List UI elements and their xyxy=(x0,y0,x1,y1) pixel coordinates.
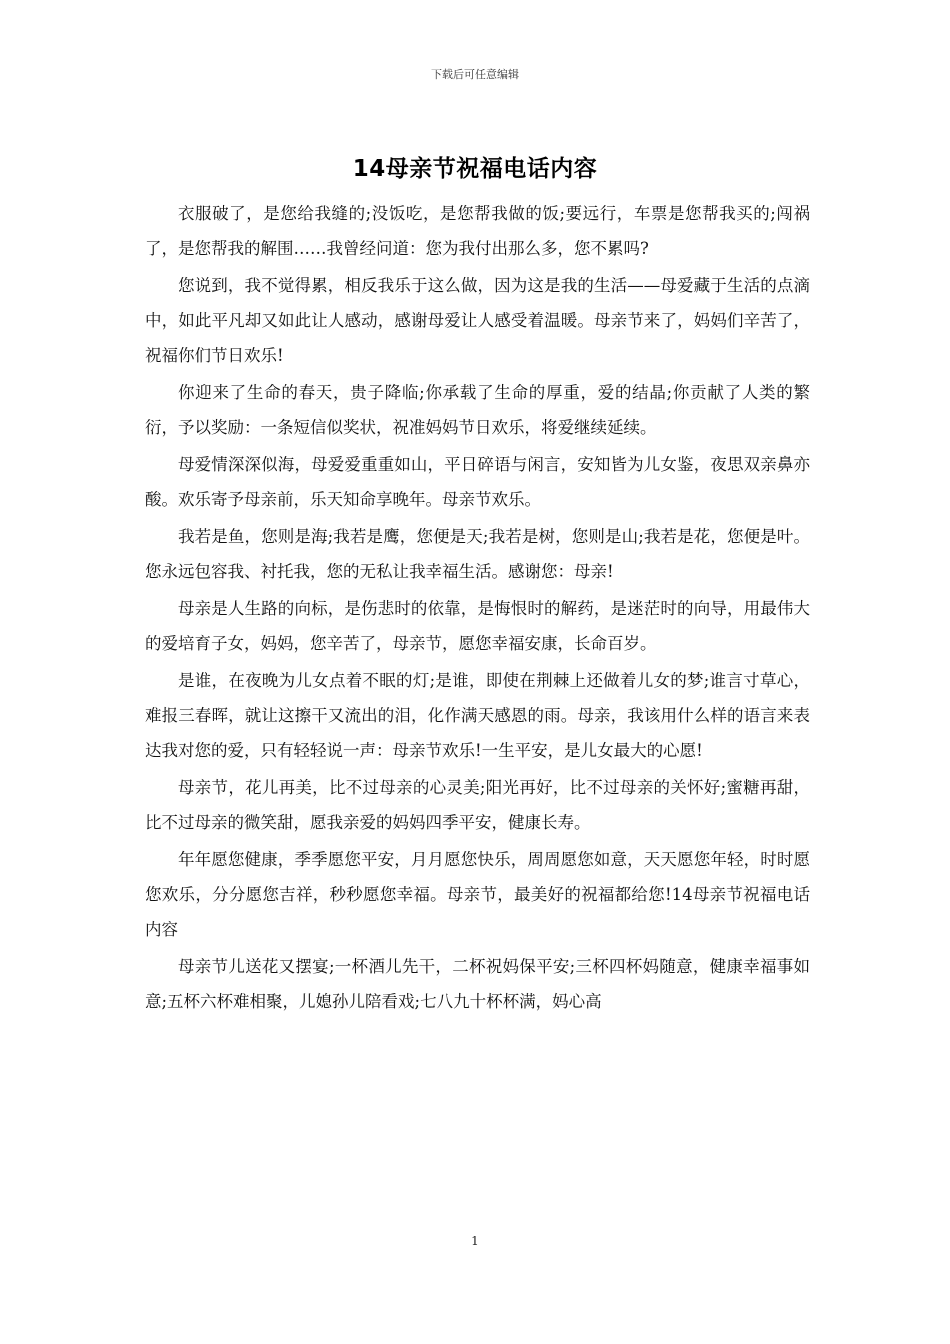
paragraph: 您说到，我不觉得累，相反我乐于这么做，因为这是我的生活——母爱藏于生活的点滴中，如此平凡却又如此让人感动，感谢母爱让人感受着温暖。母亲节来了，妈妈们辛苦了，祝福你们节日欢乐! xyxy=(145,276,810,365)
page-number: 1 xyxy=(471,1234,479,1248)
paragraph: 是谁，在夜晚为儿女点着不眠的灯;是谁，即使在荆棘上还做着儿女的梦;谁言寸草心，难报三春晖，就让这擦干又流出的泪，化作满天感恩的雨。母亲，我该用什么样的语言来表达我对您的爱，只有轻轻说一声：母亲节欢乐!一生平安，是儿女最大的心愿! xyxy=(145,671,810,760)
header-note: 下载后可任意编辑 xyxy=(431,68,519,81)
paragraph: 母亲是人生路的向标，是伤悲时的依靠，是悔恨时的解药，是迷茫时的向导，用最伟大的爱培育子女，妈妈，您辛苦了，母亲节，愿您幸福安康，长命百岁。 xyxy=(145,599,810,653)
paragraph: 衣服破了，是您给我缝的;没饭吃，是您帮我做的饭;要远行，车票是您帮我买的;闯祸了，是您帮我的解围……我曾经问道：您为我付出那么多，您不累吗? xyxy=(145,204,810,258)
paragraph: 母亲节儿送花又摆宴;一杯酒儿先干，二杯祝妈保平安;三杯四杯妈随意，健康幸福事如意;五杯六杯难相聚，儿媳孙儿陪看戏;七八九十杯杯满，妈心高 xyxy=(145,957,810,1011)
paragraph: 年年愿您健康，季季愿您平安，月月愿您快乐，周周愿您如意，天天愿您年轻，时时愿您欢乐，分分愿您吉祥，秒秒愿您幸福。母亲节，最美好的祝福都给您!14母亲节祝福电话内容 xyxy=(145,850,810,939)
paragraph: 母爱情深深似海，母爱爱重重如山，平日碎语与闲言，安知皆为儿女鉴，夜思双亲鼻亦酸。欢乐寄予母亲前，乐天知命享晚年。母亲节欢乐。 xyxy=(145,455,810,509)
paragraph: 母亲节，花儿再美，比不过母亲的心灵美;阳光再好，比不过母亲的关怀好;蜜糖再甜，比不过母亲的微笑甜，愿我亲爱的妈妈四季平安，健康长寿。 xyxy=(145,778,810,832)
paragraph: 我若是鱼，您则是海;我若是鹰，您便是天;我若是树，您则是山;我若是花，您便是叶。您永远包容我、衬托我，您的无私让我幸福生活。感谢您：母亲! xyxy=(145,527,810,581)
document-body xyxy=(145,196,810,1021)
paragraph: 你迎来了生命的春天，贵子降临;你承载了生命的厚重，爱的结晶;你贡献了人类的繁衍，予以奖励：一条短信似奖状，祝准妈妈节日欢乐，将爱继续延续。 xyxy=(145,383,810,437)
document-title: 14母亲节祝福电话内容 xyxy=(352,156,598,182)
